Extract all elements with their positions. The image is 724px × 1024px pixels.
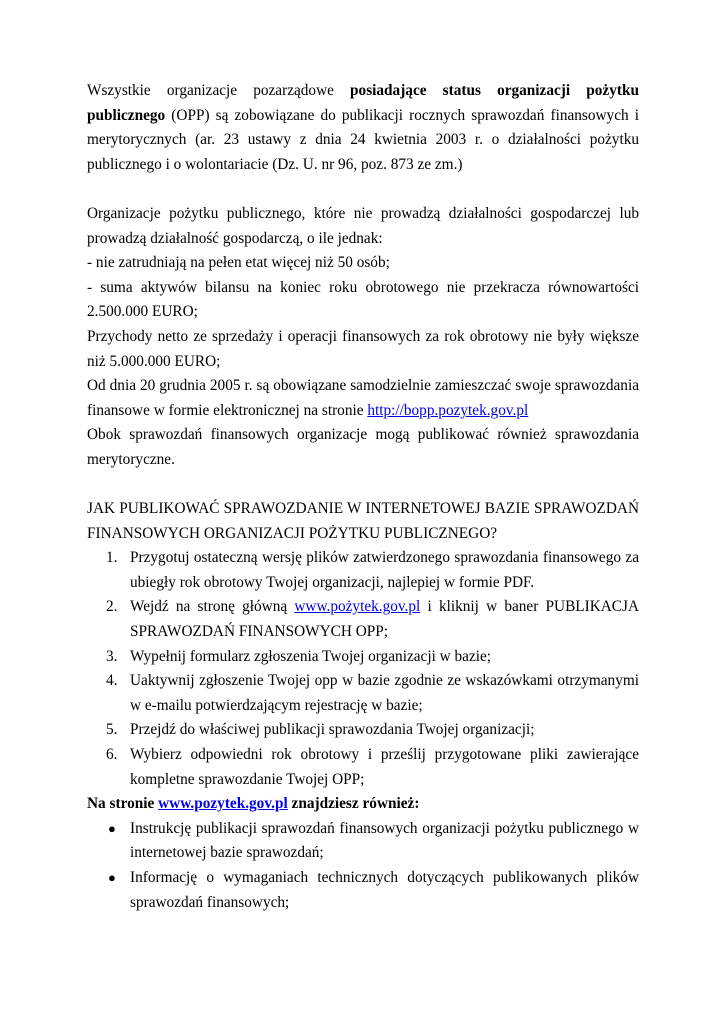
also-find-text: Na stronie — [87, 795, 159, 813]
step-number: 1. — [106, 549, 118, 567]
step-text: Wypełnij formularz zgłoszenia Twojej organizacji w bazie; — [130, 647, 492, 665]
step-item — [87, 743, 639, 792]
electronic-publication-paragraph — [87, 374, 639, 423]
pozytek-link[interactable]: www.pozytek.gov.pl — [158, 795, 288, 813]
step-text: Przygotuj ostateczną wersję plików zatwierdzonego sprawozdania finansowego za ubiegły rok obrotowy Twojej organizacji, najlepiej w formie PDF. — [130, 549, 639, 591]
resource-text: Instrukcję publikacji sprawozdań finansowych organizacji pożytku publicznego w internetowej bazie sprawozdań; — [130, 819, 639, 862]
pozytek-homepage-link[interactable]: www.pożytek.gov.pl — [294, 598, 421, 616]
step-text: Wybierz odpowiedni rok obrotowy i prześlij przygotowane pliki zawierające kompletne sprawozdanie Twojej OPP; — [130, 746, 639, 788]
condition-employees: - nie zatrudniają na pełen etat więcej niż 50 osób; — [87, 254, 390, 272]
step-text: Wejdź na stronę główną — [130, 598, 295, 616]
step-number: 3. — [106, 647, 118, 665]
opp-obligation-paragraph — [87, 79, 639, 177]
document-page — [87, 79, 639, 915]
howto-heading: JAK PUBLIKOWAĆ SPRAWOZDANIE W INTERNETOWEJ BAZIE SPRAWOZDAŃ FINANSOWYCH ORGANIZACJI POŻYTKU PUBLICZNEGO? — [87, 500, 639, 542]
resource-item — [87, 817, 639, 866]
step-text: Przejdź do właściwej publikacji sprawozdania Twojej organizacji; — [130, 721, 535, 739]
step-item — [87, 718, 639, 743]
conditions-intro: Organizacje pożytku publicznego, które nie prowadzą działalności gospodarczej lub prowadzą działalność gospodarczą, o ile jednak: — [87, 204, 639, 247]
resource-item — [87, 866, 639, 915]
also-find-text: znajdziesz również: — [287, 795, 420, 813]
step-item — [87, 546, 639, 595]
also-find-heading — [87, 792, 639, 817]
opp-status-bold: posiadające status organizacji pożytku publicznego — [87, 82, 639, 124]
step-number: 2. — [106, 598, 118, 616]
step-number: 5. — [106, 721, 118, 739]
step-text: Uaktywnij zgłoszenie Twojej opp w bazie zgodnie ze wskazówkami otrzymanymi w e-mailu potwierdzającym rejestrację w bazie; — [130, 672, 639, 714]
step-item — [87, 595, 639, 644]
opp-intro-text: Wszystkie organizacje pozarządowe — [87, 82, 351, 99]
step-number: 4. — [106, 672, 118, 690]
step-item — [87, 669, 639, 718]
step-number: 6. — [106, 746, 118, 764]
merit-reports-paragraph: Obok sprawozdań finansowych organizacje mogą publikować również sprawozdania merytoryczne. — [87, 426, 639, 468]
electronic-publication-text: Od dnia 20 grudnia 2005 r. są obowiązane samodzielnie zamieszczać swoje sprawozdania finansowe w formie elektronicznej na stronie — [87, 377, 639, 419]
resource-text: Informację o wymaganiach technicznych dotyczących publikowanych plików sprawozdań finansowych; — [130, 869, 639, 911]
step-text: i kliknij w baner PUBLIKACJA SPRAWOZDAŃ FINANSOWYCH OPP; — [130, 598, 640, 641]
condition-assets: - suma aktywów bilansu na koniec roku obrotowego nie przekracza równowartości 2.500.000 EURO; — [87, 278, 639, 321]
publication-steps-list — [87, 546, 639, 792]
paragraph-spacer — [87, 473, 639, 498]
bopp-link[interactable]: http://bopp.pozytek.gov.pl — [367, 401, 529, 419]
bullet-icon: ● — [108, 870, 116, 885]
resources-list — [87, 817, 639, 915]
opp-obligation-text: (OPP) są zobowiązane do publikacji rocznych sprawozdań finansowych i merytorycznych (ar. 23 ustawy z dnia 24 kwietnia 2003 r. o działalności pożytku publicznego i o wolontariacie (Dz. U. nr 96, poz. 873 ze zm.) — [87, 106, 639, 173]
condition-revenue: Przychody netto ze sprzedaży i operacji finansowych za rok obrotowy nie były większe niż 5.000.000 EURO; — [87, 327, 639, 370]
bullet-icon: ● — [108, 820, 116, 836]
paragraph-spacer — [87, 177, 639, 202]
step-item — [87, 645, 639, 670]
